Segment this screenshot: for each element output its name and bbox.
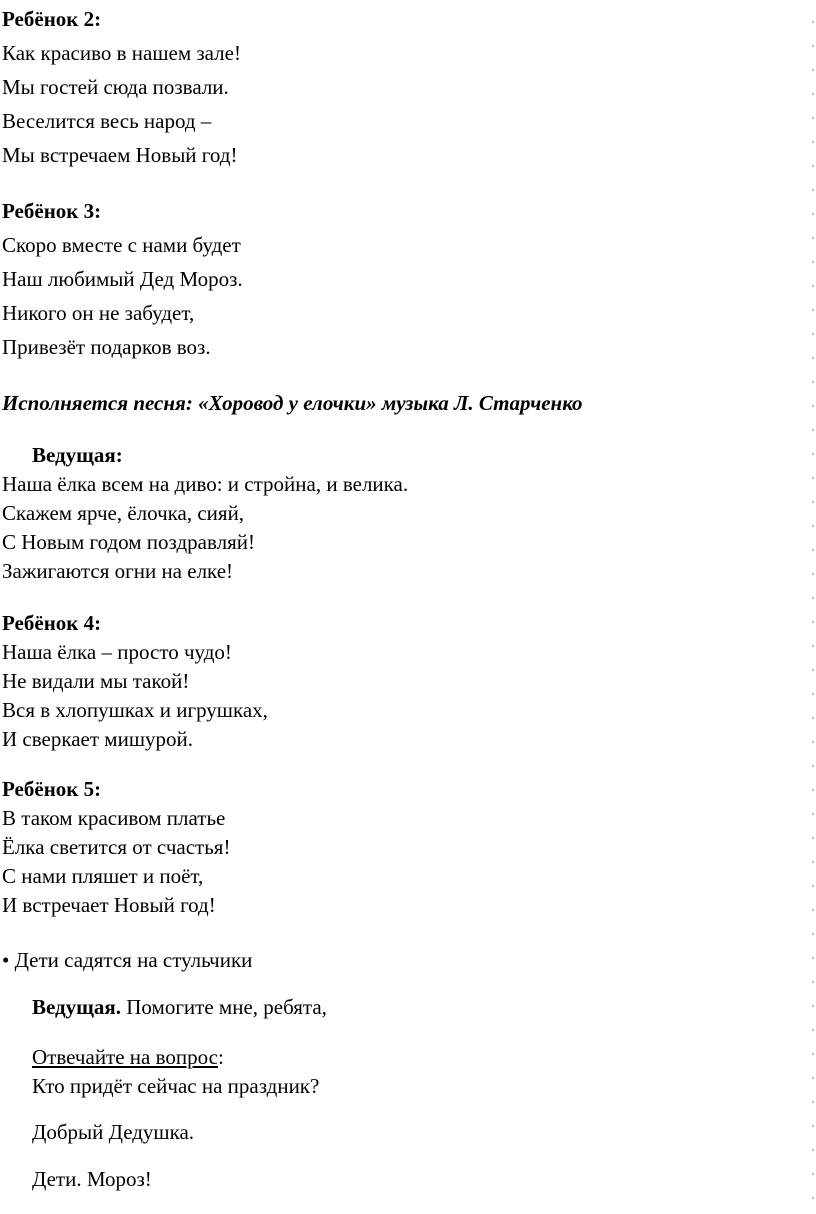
verse-line: В таком красивом платье <box>2 806 226 830</box>
speaker-label: Ведущая. <box>32 995 122 1019</box>
speaker-label: Ребёнок 5: <box>2 777 102 801</box>
verse-line: Мы встречаем Новый год! <box>2 143 238 167</box>
answer-line <box>32 1115 194 1149</box>
verse-line: Веселится весь народ – <box>2 109 212 133</box>
answer-text: Добрый Дедушка. <box>32 1120 195 1144</box>
verse-line: Скоро вместе с нами будет <box>2 233 241 257</box>
verse-line: Наша ёлка всем на диво: и стройна, и велика. <box>2 472 409 496</box>
verse-line: Мы гостей сюда позвали. <box>2 75 229 99</box>
speaker-label: Ребёнок 2: <box>2 7 102 31</box>
verse-line: С нами пляшет и поёт, <box>2 864 204 888</box>
host-line <box>32 990 327 1024</box>
verse-line: И сверкает мишурой. <box>2 727 193 751</box>
verse-line: Вся в хлопушках и игрушках, <box>2 698 268 722</box>
song-title: Исполняется песня: «Хоровод у елочки» музыка Л. Старченко <box>2 391 583 415</box>
verse-line: Никого он не забудет, <box>2 301 195 325</box>
question-text: Кто придёт сейчас на праздник? <box>32 1074 320 1098</box>
verse-line: Ёлка светится от счастья! <box>2 835 231 859</box>
question-prompt: Отвечайте на вопрос <box>32 1045 218 1069</box>
verse-line: Наш любимый Дед Мороз. <box>2 267 243 291</box>
answer-text: Дети. Мороз! <box>32 1167 152 1191</box>
verse-line: Как красиво в нашем зале! <box>2 41 241 65</box>
verse-child-5 <box>2 772 230 917</box>
question-block <box>32 1040 319 1098</box>
verse-child-3 <box>2 194 243 364</box>
stage-direction <box>2 943 252 977</box>
verse-line: Скажем ярче, ёлочка, сияй, <box>2 501 245 525</box>
verse-line: Привезёт подарков воз. <box>2 335 211 359</box>
speaker-label: Ребёнок 3: <box>2 199 102 223</box>
host-line-text: Помогите мне, ребята, <box>121 995 327 1019</box>
song-announcement <box>2 386 583 420</box>
verse-line: Зажигаются огни на елке! <box>2 559 234 583</box>
stage-direction-text: • Дети садятся на стульчики <box>2 948 253 972</box>
page-edge-dots <box>810 0 816 1214</box>
answer-line <box>32 1162 152 1196</box>
verse-child-2 <box>2 2 241 172</box>
verse-line: Не видали мы такой! <box>2 669 190 693</box>
speaker-label: Ребёнок 4: <box>2 611 102 635</box>
verse-line: И встречает Новый год! <box>2 893 216 917</box>
host-speech <box>2 438 408 583</box>
question-colon: : <box>217 1045 224 1069</box>
speaker-label: Ведущая: <box>32 443 123 467</box>
verse-line: Наша ёлка – просто чудо! <box>2 640 232 664</box>
verse-line: С Новым годом поздравляй! <box>2 530 255 554</box>
verse-child-4 <box>2 606 268 751</box>
